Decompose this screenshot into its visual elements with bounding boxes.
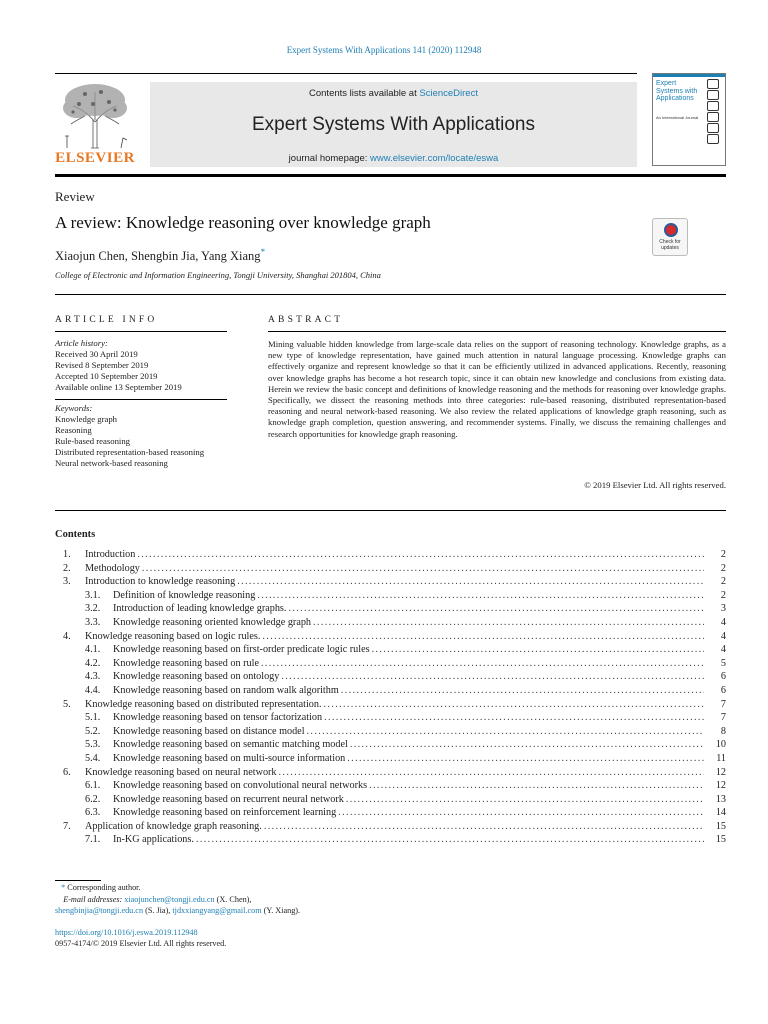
contents-heading: Contents xyxy=(55,529,96,540)
toc-entry[interactable] xyxy=(55,644,726,658)
journal-cover-thumbnail[interactable] xyxy=(652,73,726,166)
email-line-2 xyxy=(55,905,300,917)
elsevier-wordmark: ELSEVIER xyxy=(55,150,135,166)
contents-prefix: Contents lists available at xyxy=(309,88,420,99)
journal-homepage-line xyxy=(150,153,637,164)
toc-entry-number: 6. xyxy=(63,766,71,778)
toc-leader-dots xyxy=(142,563,704,574)
toc-entry-number: 5. xyxy=(63,698,71,710)
toc-entry[interactable] xyxy=(55,794,726,808)
elsevier-tree-icon xyxy=(55,80,135,150)
toc-entry-page: 10 xyxy=(715,739,726,751)
toc-entry-number: 6.1. xyxy=(85,780,101,792)
toc-entry[interactable] xyxy=(55,671,726,685)
toc-entry[interactable] xyxy=(55,753,726,767)
table-of-contents xyxy=(55,549,726,848)
toc-leader-dots xyxy=(372,644,704,655)
journal-homepage-link[interactable]: www.elsevier.com/locate/eswa xyxy=(370,153,499,164)
abstract-rule xyxy=(268,331,726,332)
toc-leader-dots xyxy=(369,780,704,791)
author-list xyxy=(55,247,265,264)
keyword-item: Knowledge graph xyxy=(55,414,118,424)
crossmark-label: Check for updates xyxy=(659,239,681,251)
toc-entry-number: 6.3. xyxy=(85,807,101,819)
toc-entry-title[interactable]: Knowledge reasoning based on tensor factorization xyxy=(113,712,323,724)
toc-entry-title[interactable]: Knowledge reasoning based on neural network xyxy=(85,766,277,778)
abstract-text: Mining valuable hidden knowledge from large-scale data relies on the support of reasoning technology. Knowledge graphs, as a new type of knowledge representation, have gained much attention in natural language processing. Knowledge graphs can effectively organize and represent knowledge so that it can be efficiently utilized in advanced applications. Recently, reasoning over knowledge graphs has become a hot research topic, since it can obtain new knowledge and conclusions from existing data. Herein we review the basic concept and definitions of knowledge reasoning and the methods for reasoning over knowledge graphs. Specifically, we dissect the reasoning methods into three categories: rule-based reasoning, distributed representation-based reasoning and neural network-based reasoning. We also review the related applications of knowledge graph reasoning, such as knowledge graph completion, question answering, and recommender systems. Finally, we discuss the remaining challenges and research opportunities for knowledge graph reasoning. xyxy=(268,339,726,439)
toc-entry-title[interactable]: Knowledge reasoning based on random walk algorithm xyxy=(113,684,339,696)
cover-icon-1 xyxy=(707,79,719,89)
toc-entry-title[interactable]: Knowledge reasoning based on reinforcement learning xyxy=(113,807,337,819)
toc-entry-number: 7. xyxy=(63,820,71,832)
toc-entry-title[interactable]: Methodology xyxy=(85,562,140,574)
copyright-notice: © 2019 Elsevier Ltd. All rights reserved. xyxy=(584,480,726,490)
toc-entry-page: 6 xyxy=(720,684,726,696)
toc-entry-title[interactable]: Knowledge reasoning based on multi-source information xyxy=(113,752,346,764)
footnotes xyxy=(55,882,300,917)
toc-entry-page: 2 xyxy=(720,576,726,588)
toc-leader-dots xyxy=(307,726,704,737)
toc-entry-number: 3. xyxy=(63,576,71,588)
masthead-thick-rule xyxy=(55,174,726,177)
toc-entry-title[interactable]: Introduction to knowledge reasoning xyxy=(85,576,236,588)
toc-leader-dots xyxy=(257,590,704,601)
journal-citation-link[interactable]: Expert Systems With Applications 141 (2020) 112948 xyxy=(286,45,482,55)
footnote-mark: * xyxy=(61,883,66,892)
toc-leader-dots xyxy=(196,834,704,845)
authors-text: Xiaojun Chen, Shengbin Jia, Yang Xiang xyxy=(55,249,261,264)
toc-entry-number: 4.1. xyxy=(85,644,101,656)
footnote-rule xyxy=(55,880,101,881)
toc-leader-dots xyxy=(347,753,704,764)
toc-entry-number: 5.2. xyxy=(85,725,101,737)
cover-icon-2 xyxy=(707,90,719,100)
author-affiliation: College of Electronic and Information Engineering, Tongji University, Shanghai 201804, China xyxy=(55,270,381,280)
toc-entry-title[interactable]: Knowledge reasoning based on distance model xyxy=(113,725,305,737)
toc-entry-page: 7 xyxy=(720,712,726,724)
homepage-prefix: journal homepage: xyxy=(288,153,371,164)
email-label: E-mail addresses: xyxy=(63,894,123,904)
toc-entry-title[interactable]: Knowledge reasoning oriented knowledge graph xyxy=(113,616,312,628)
toc-entry[interactable] xyxy=(55,631,726,645)
article-info-rule xyxy=(55,331,227,332)
journal-masthead xyxy=(150,82,637,167)
toc-leader-dots xyxy=(261,658,704,669)
toc-entry[interactable] xyxy=(55,658,726,672)
cover-icon-5 xyxy=(707,123,719,133)
keyword-item: Reasoning xyxy=(55,425,92,435)
toc-entry-title[interactable]: Application of knowledge graph reasoning. xyxy=(85,820,262,832)
article-type: Review xyxy=(55,189,95,204)
toc-entry[interactable] xyxy=(55,685,726,699)
history-received: Received 30 April 2019 xyxy=(55,349,138,359)
toc-entry-title[interactable]: Knowledge reasoning based on recurrent neural network xyxy=(113,793,344,805)
toc-entry-page: 8 xyxy=(720,725,726,737)
toc-entry-number: 7.1. xyxy=(85,834,101,846)
toc-entry[interactable] xyxy=(55,807,726,821)
toc-entry-page: 2 xyxy=(720,549,726,560)
toc-leader-dots xyxy=(324,699,704,710)
toc-entry-page: 15 xyxy=(715,834,726,846)
doi-block xyxy=(55,927,226,949)
corresponding-author-mark[interactable]: * xyxy=(260,247,266,257)
header-bottom-rule xyxy=(55,294,726,295)
keywords-rule xyxy=(55,399,227,400)
toc-entry-page: 6 xyxy=(720,671,726,683)
abstract-heading: ABSTRACT xyxy=(268,315,344,325)
toc-entry[interactable] xyxy=(55,549,726,563)
toc-entry-page: 2 xyxy=(720,589,726,601)
toc-entry-number: 4.4. xyxy=(85,684,101,696)
toc-entry-page: 11 xyxy=(716,752,726,764)
toc-leader-dots xyxy=(324,712,704,723)
email-link-jia[interactable]: shengbinjia@tongji.edu.cn xyxy=(55,906,144,915)
sciencedirect-link[interactable]: ScienceDirect xyxy=(419,88,478,99)
toc-entry[interactable] xyxy=(55,834,726,848)
toc-entry-number: 4.2. xyxy=(85,657,101,669)
cover-icons xyxy=(705,78,725,145)
email-line-1 xyxy=(55,894,300,906)
toc-leader-dots xyxy=(264,821,704,832)
toc-leader-dots xyxy=(281,671,704,682)
keywords-list xyxy=(55,403,255,469)
email-owner-xiang: (Y. Xiang). xyxy=(263,906,301,915)
toc-entry-number: 4. xyxy=(63,630,71,642)
toc-entry-page: 15 xyxy=(715,820,726,832)
history-label: Article history: xyxy=(55,338,108,348)
toc-entry-number: 6.2. xyxy=(85,793,101,805)
cover-icon-4 xyxy=(707,112,719,122)
cover-subtitle: An International Journal xyxy=(656,115,699,120)
toc-entry-page: 14 xyxy=(715,807,726,819)
toc-leader-dots xyxy=(313,617,704,628)
toc-entry-page: 3 xyxy=(720,603,726,615)
toc-entry[interactable] xyxy=(55,617,726,631)
toc-leader-dots xyxy=(346,794,704,805)
article-title: A review: Knowledge reasoning over knowledge graph xyxy=(55,213,431,232)
toc-entry-number: 3.2. xyxy=(85,603,101,615)
email-owner-jia: (S. Jia), xyxy=(145,906,171,915)
corresponding-author-label: Corresponding author. xyxy=(67,883,141,892)
toc-entry-number: 5.4. xyxy=(85,752,101,764)
toc-entry-number: 5.3. xyxy=(85,739,101,751)
keyword-item: Neural network-based reasoning xyxy=(55,458,168,468)
toc-entry[interactable] xyxy=(55,712,726,726)
toc-entry-title[interactable]: Definition of knowledge reasoning xyxy=(113,589,256,601)
toc-entry[interactable] xyxy=(55,576,726,590)
toc-entry[interactable] xyxy=(55,821,726,835)
toc-entry[interactable] xyxy=(55,563,726,577)
toc-entry-page: 2 xyxy=(720,562,726,574)
toc-entry-number: 2. xyxy=(63,562,71,574)
toc-entry-page: 12 xyxy=(715,766,726,778)
toc-entry-page: 13 xyxy=(715,793,726,805)
toc-leader-dots xyxy=(279,767,704,778)
cover-band xyxy=(653,74,725,77)
toc-entry[interactable] xyxy=(55,726,726,740)
toc-leader-dots xyxy=(338,807,704,818)
toc-entry-title[interactable]: Knowledge reasoning based on logic rules. xyxy=(85,630,261,642)
toc-leader-dots xyxy=(262,631,704,642)
toc-entry-title[interactable]: Knowledge reasoning based on ontology xyxy=(113,671,280,683)
toc-entry[interactable] xyxy=(55,780,726,794)
cover-icon-6 xyxy=(707,134,719,144)
journal-title: Expert Systems With Applications xyxy=(252,114,535,135)
abstract-bottom-rule xyxy=(55,510,726,511)
toc-entry[interactable] xyxy=(55,699,726,713)
article-info-heading: ARTICLE INFO xyxy=(55,315,158,325)
toc-entry-page: 5 xyxy=(720,657,726,669)
toc-entry[interactable] xyxy=(55,590,726,604)
toc-entry-page: 4 xyxy=(720,644,726,656)
toc-entry-number: 3.1. xyxy=(85,589,101,601)
toc-entry-title[interactable]: Knowledge reasoning based on convolutional neural networks xyxy=(113,780,368,792)
toc-entry-page: 12 xyxy=(715,780,726,792)
toc-entry-number: 4.3. xyxy=(85,671,101,683)
toc-entry[interactable] xyxy=(55,603,726,617)
toc-entry-page: 4 xyxy=(720,630,726,642)
toc-entry[interactable] xyxy=(55,767,726,781)
toc-entry-page: 4 xyxy=(720,616,726,628)
toc-entry-title[interactable]: Knowledge reasoning based on rule xyxy=(113,657,259,669)
email-link-xiang[interactable]: tjdxxiangyang@gmail.com xyxy=(172,906,262,915)
toc-entry-title[interactable]: Knowledge reasoning based on distributed representation. xyxy=(85,698,322,710)
crossmark-icon xyxy=(664,223,678,237)
toc-leader-dots xyxy=(237,576,704,587)
keywords-label: Keywords: xyxy=(55,403,93,413)
history-accepted: Accepted 10 September 2019 xyxy=(55,371,158,381)
toc-entry-title[interactable]: In-KG applications. xyxy=(113,834,194,846)
toc-entry[interactable] xyxy=(55,739,726,753)
doi-link[interactable]: https://doi.org/10.1016/j.eswa.2019.112948 xyxy=(55,928,198,937)
toc-entry-title[interactable]: Introduction xyxy=(85,549,136,560)
article-history xyxy=(55,338,227,393)
email-owner-chen: (X. Chen), xyxy=(216,894,252,904)
toc-entry-number: 1. xyxy=(63,549,71,560)
cover-icon-3 xyxy=(707,101,719,111)
toc-entry-page: 7 xyxy=(720,698,726,710)
keyword-item: Distributed representation-based reasoning xyxy=(55,447,205,457)
keyword-item: Rule-based reasoning xyxy=(55,436,131,446)
toc-leader-dots xyxy=(350,739,704,750)
header-rule xyxy=(55,73,637,74)
toc-entry-title[interactable]: Knowledge reasoning based on semantic matching model xyxy=(113,739,348,751)
toc-entry-title[interactable]: Introduction of leading knowledge graphs. xyxy=(113,603,287,615)
toc-entry-number: 5.1. xyxy=(85,712,101,724)
issn-line: 0957-4174/© 2019 Elsevier Ltd. All rights reserved. xyxy=(55,939,227,948)
corresponding-author-note xyxy=(55,882,300,894)
toc-leader-dots xyxy=(341,685,704,696)
toc-leader-dots xyxy=(137,549,704,560)
check-for-updates-button[interactable] xyxy=(652,218,688,256)
toc-leader-dots xyxy=(288,603,704,614)
cover-title: Expert Systems with Applications xyxy=(656,80,698,102)
history-revised: Revised 8 September 2019 xyxy=(55,360,149,370)
contents-available-line xyxy=(150,88,637,99)
email-link-chen[interactable]: xiaojunchen@tongji.edu.cn xyxy=(124,894,215,904)
history-online: Available online 13 September 2019 xyxy=(55,382,182,392)
toc-entry-number: 3.3. xyxy=(85,616,101,628)
toc-entry-title[interactable]: Knowledge reasoning based on first-order predicate logic rules xyxy=(113,644,370,656)
